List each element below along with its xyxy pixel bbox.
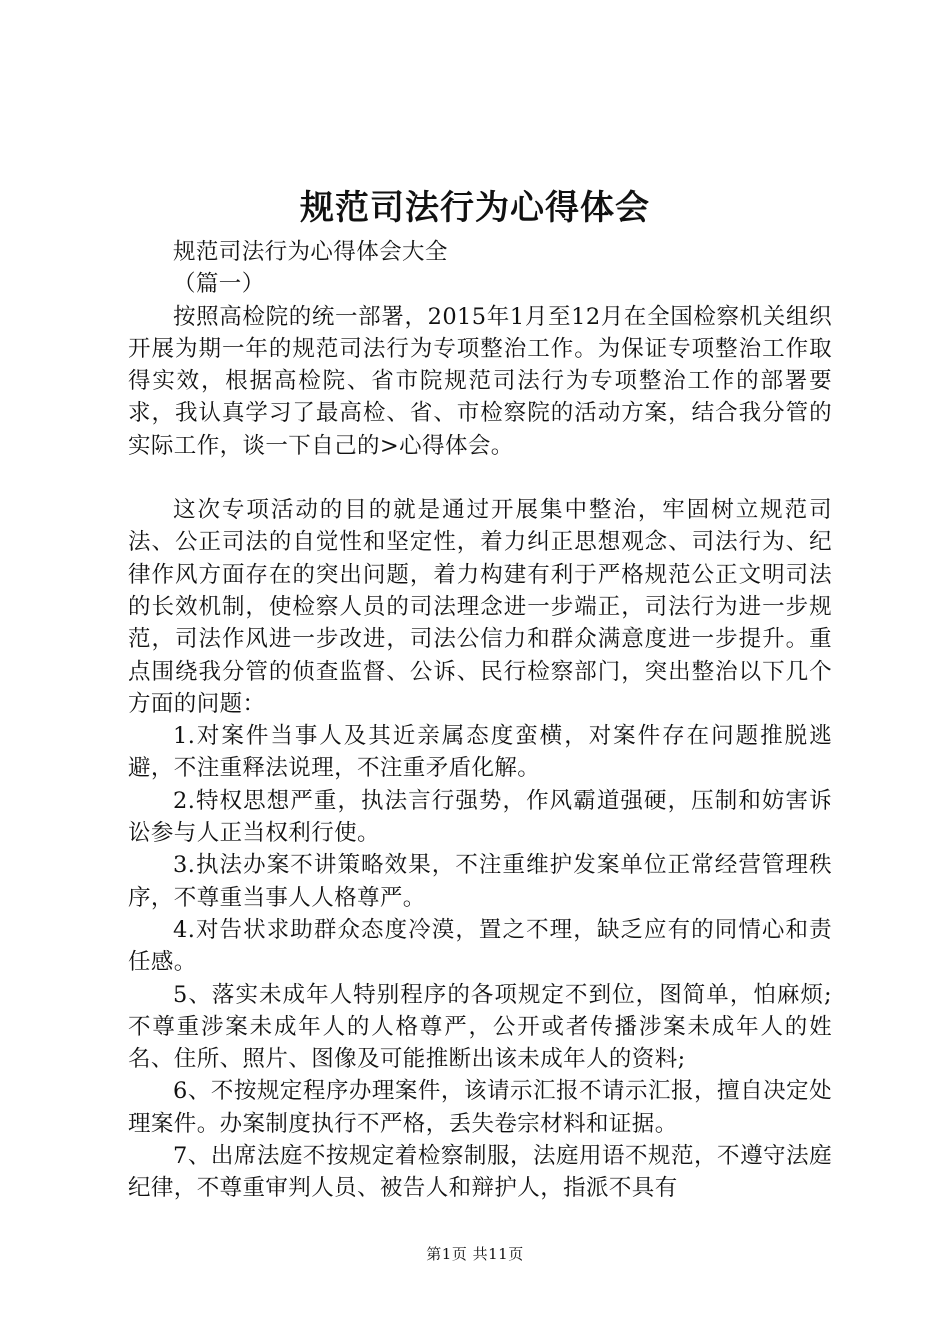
subtitle-paragraph: 规范司法行为心得体会大全: [173, 239, 448, 265]
list-item-5: 5、落实未成年人特别程序的各项规定不到位，图简单，怕麻烦;不尊重涉案未成年人的人格尊严，公开或者传播涉案未成年人的姓名、住所、照片、图像及可能推断出该未成年人的资料;: [128, 981, 832, 1073]
section-label: （篇一）: [173, 271, 265, 298]
list-item-4: 4.对告状求助群众态度冷漠，置之不理，缺乏应有的同情心和责任感。: [128, 916, 832, 976]
document-body: [128, 236, 832, 1205]
page-footer: 第1页 共11页: [426, 1245, 524, 1263]
purpose-paragraph: 这次专项活动的目的就是通过开展集中整治，牢固树立规范司法、公正司法的自觉性和坚定性，着力纠正思想观念、司法行为、纪律作风方面存在的突出问题，着力构建有利于严格规范公正文明司法的长效机制，使检察人员的司法理念进一步端正，司法行为进一步规范，司法作风进一步改进，司法公信力和群众满意度进一步提升。重点围绕我分管的侦查监督、公诉、民行检察部门，突出整治以下几个方面的问题：: [128, 497, 832, 717]
list-item-7: 7、出席法庭不按规定着检察制服，法庭用语不规范，不遵守法庭纪律，不尊重审判人员、被告人和辩护人，指派不具有: [128, 1143, 832, 1202]
list-item-1: 1.对案件当事人及其近亲属态度蛮横，对案件存在问题推脱逃避，不注重释法说理，不注重矛盾化解。: [128, 723, 832, 782]
page-title: 规范司法行为心得体会: [300, 188, 650, 228]
intro-paragraph: 按照高检院的统一部署，2015年1月至12月在全国检察机关组织开展为期一年的规范司法行为专项整治工作。为保证专项整治工作取得实效，根据高检院、省市院规范司法行为专项整治工作的部署要求，我认真学习了最高检、省、市检察院的活动方案，结合我分管的实际工作，谈一下自己的>心得体会。: [128, 303, 832, 459]
list-item-2: 2.特权思想严重，执法言行强势，作风霸道强硬，压制和妨害诉讼参与人正当权利行使。: [128, 787, 832, 847]
list-item-3: 3.执法办案不讲策略效果，不注重维护发案单位正常经营管理秩序，不尊重当事人人格尊严。: [128, 852, 832, 911]
paragraph-spacer: [128, 462, 832, 494]
list-item-6: 6、不按规定程序办理案件，该请示汇报不请示汇报，擅自决定处理案件。办案制度执行不严格，丢失卷宗材料和证据。: [128, 1078, 832, 1137]
